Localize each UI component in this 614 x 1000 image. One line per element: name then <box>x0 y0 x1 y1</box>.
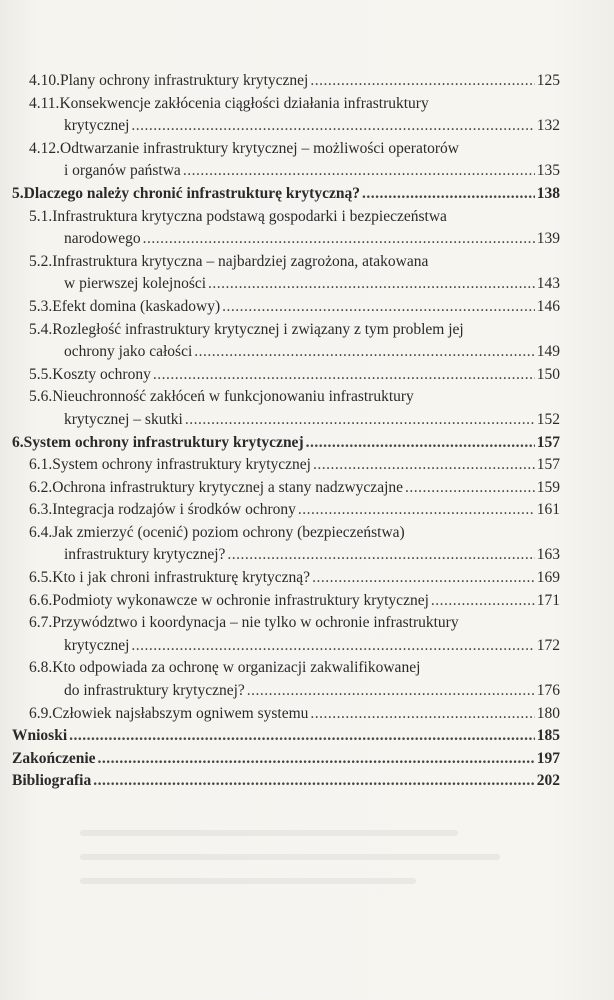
toc-entry-line <box>29 499 560 522</box>
toc-entry-title: Kto i jak chroni infrastrukturę krytyczną? <box>52 569 311 587</box>
toc-entry-line <box>12 748 560 771</box>
toc-page-number: 172 <box>536 636 560 654</box>
toc-page-number: 132 <box>536 117 560 135</box>
dot-leader <box>185 409 535 432</box>
toc-entry-title: Infrastruktura krytyczna podstawą gospodarki i bezpieczeństwa <box>52 207 447 225</box>
dot-leader <box>247 680 535 703</box>
dot-leader <box>131 115 534 138</box>
toc-entry <box>12 477 560 500</box>
toc-entry-title: krytycznej <box>64 117 130 135</box>
toc-entry-number: 6.6. <box>29 591 53 609</box>
toc-entry <box>12 748 560 771</box>
toc-entry-title: Odtwarzanie infrastruktury krytycznej – możliwości operatorów <box>60 139 459 157</box>
toc-entry-title: i organów państwa <box>64 162 181 180</box>
dot-leader <box>306 432 535 455</box>
toc-entry-title: narodowego <box>64 230 141 248</box>
toc-entry <box>12 703 560 726</box>
toc-entry <box>12 364 560 387</box>
toc-entry-number: 4.11. <box>29 94 60 112</box>
toc-entry-continuation <box>29 409 560 432</box>
toc-entry <box>12 70 560 93</box>
toc-entry-title: Zakończenie <box>12 749 96 767</box>
toc-entry-line <box>29 319 560 342</box>
toc-entry-line <box>29 657 560 680</box>
toc-entry-title: w pierwszej kolejności <box>64 275 207 293</box>
toc-entry-title: krytycznej – skutki <box>64 410 183 428</box>
toc-entry-continuation <box>29 341 560 364</box>
toc-entry <box>12 590 560 613</box>
dot-leader <box>222 296 535 319</box>
toc-entry-number: 5.2. <box>29 252 53 270</box>
toc-entry-title: Efekt domina (kaskadowy) <box>52 297 221 315</box>
toc-entry-number: 4.10. <box>29 72 60 89</box>
toc-entry-continuation <box>29 680 560 703</box>
toc-page-number: 176 <box>536 682 560 700</box>
toc-entry-line <box>29 70 560 93</box>
toc-entry-title: infrastruktury krytycznej? <box>64 546 226 564</box>
toc-entry <box>12 725 560 748</box>
toc-entry-number: 6.4. <box>29 523 53 541</box>
dot-leader <box>131 635 534 658</box>
dot-leader <box>143 228 535 251</box>
toc-entry-title: Człowiek najsłabszym ogniwem systemu <box>52 704 309 722</box>
toc-entry-line <box>29 138 560 161</box>
dot-leader <box>362 183 535 206</box>
show-through-text <box>80 812 500 932</box>
toc-entry-number: 6.5. <box>29 569 53 587</box>
dot-leader <box>313 454 535 477</box>
dot-leader <box>69 725 535 748</box>
toc-entry-title: Przywództwo i koordynacja – nie tylko w ochronie infrastruktury <box>52 614 459 632</box>
dot-leader <box>227 544 534 567</box>
dot-leader <box>431 590 535 613</box>
dot-leader <box>310 703 534 726</box>
toc-entry <box>12 183 560 206</box>
toc-entry <box>12 93 560 138</box>
toc-page-number: 150 <box>536 365 560 383</box>
toc-page-number: 157 <box>536 456 560 474</box>
toc-entry <box>12 567 560 590</box>
toc-entry-continuation <box>29 273 560 296</box>
toc-page-number: 169 <box>536 569 560 587</box>
toc-entry-number: 5.1. <box>29 207 53 225</box>
toc-entry <box>12 499 560 522</box>
toc-entry-number: 5. <box>12 184 24 202</box>
toc-entry-line <box>29 590 560 613</box>
dot-leader <box>98 748 535 771</box>
toc-page-number: 161 <box>536 501 560 519</box>
toc-entry-line <box>29 206 560 229</box>
toc-page-number: 146 <box>536 297 560 315</box>
table-of-contents <box>12 70 560 793</box>
toc-entry-number: 5.5. <box>29 365 53 383</box>
toc-page-number: 159 <box>536 478 560 496</box>
toc-entry-continuation <box>29 115 560 138</box>
toc-entry <box>12 138 560 183</box>
toc-entry-number: 6.3. <box>29 501 53 519</box>
toc-page-number: 135 <box>536 162 560 180</box>
toc-entry-title: Plany ochrony infrastruktury krytycznej <box>60 72 309 89</box>
toc-entry-title: Nieuchronność zakłóceń w funkcjonowaniu infrastruktury <box>52 388 414 406</box>
toc-page-number: 139 <box>536 230 560 248</box>
toc-entry-title: krytycznej <box>64 636 130 654</box>
dot-leader <box>208 273 535 296</box>
dot-leader <box>298 499 535 522</box>
toc-entry <box>12 454 560 477</box>
toc-entry-continuation <box>29 635 560 658</box>
toc-page-number: 185 <box>536 727 560 745</box>
toc-entry-line <box>12 432 560 455</box>
toc-entry-number: 5.4. <box>29 320 53 338</box>
toc-entry-title: Kto odpowiada za ochronę w organizacji zakwalifikowanej <box>52 659 421 677</box>
toc-entry-title: Wnioski <box>12 727 68 745</box>
toc-entry-title: Konsekwencje zakłócenia ciągłości działania infrastruktury <box>59 94 429 112</box>
toc-entry-line <box>12 770 560 793</box>
toc-entry-continuation <box>29 228 560 251</box>
toc-entry-number: 6.9. <box>29 704 53 722</box>
toc-page-number: 149 <box>536 343 560 361</box>
toc-entry <box>12 657 560 702</box>
toc-entry-line <box>29 296 560 319</box>
toc-entry-line <box>29 703 560 726</box>
toc-entry-number: 5.6. <box>29 388 53 406</box>
toc-entry-title: Dlaczego należy chronić infrastrukturę krytyczną? <box>23 184 360 202</box>
toc-entry-title: Koszty ochrony <box>52 365 151 383</box>
toc-entry-line <box>29 251 560 274</box>
toc-entry-number: 6. <box>12 433 24 451</box>
toc-entry-title: Bibliografia <box>12 772 92 790</box>
dot-leader <box>194 341 534 364</box>
toc-entry-number: 6.1. <box>29 456 53 474</box>
toc-entry-number: 6.7. <box>29 614 53 632</box>
toc-entry-title: Rozległość infrastruktury krytycznej i związany z tym problem jej <box>52 320 464 338</box>
toc-page-number: 202 <box>536 772 560 790</box>
toc-entry-line <box>29 454 560 477</box>
toc-page-number: 180 <box>536 704 560 722</box>
toc-entry <box>12 432 560 455</box>
toc-page-number: 197 <box>536 749 560 767</box>
toc-entry <box>12 319 560 364</box>
toc-entry <box>12 206 560 251</box>
toc-entry-line <box>29 477 560 500</box>
toc-entry-line <box>12 183 560 206</box>
toc-entry-continuation <box>29 160 560 183</box>
toc-entry-number: 6.2. <box>29 478 53 496</box>
toc-entry-title: ochrony jako całości <box>64 343 193 361</box>
toc-entry-title: Infrastruktura krytyczna – najbardziej zagrożona, atakowana <box>52 252 429 270</box>
toc-page-number: 138 <box>536 184 560 202</box>
dot-leader <box>405 477 535 500</box>
toc-page-number: 143 <box>536 275 560 293</box>
toc-entry-continuation <box>29 544 560 567</box>
toc-entry-number: 5.3. <box>29 297 53 315</box>
toc-entry-title: Jak zmierzyć (ocenić) poziom ochrony (bezpieczeństwa) <box>52 523 405 541</box>
toc-entry-title: Podmioty wykonawcze w ochronie infrastruktury krytycznej <box>52 591 429 609</box>
dot-leader <box>183 160 535 183</box>
toc-entry-line <box>29 386 560 409</box>
toc-entry-title: System ochrony infrastruktury krytycznej <box>23 433 304 451</box>
toc-entry <box>12 612 560 657</box>
toc-entry <box>12 522 560 567</box>
toc-entry <box>12 770 560 793</box>
dot-leader <box>312 567 535 590</box>
dot-leader <box>93 770 535 793</box>
toc-entry <box>12 251 560 296</box>
toc-entry-number: 6.8. <box>29 659 53 677</box>
toc-entry-title: do infrastruktury krytycznej? <box>64 682 245 700</box>
toc-entry-title: Integracja rodzajów i środków ochrony <box>52 501 296 519</box>
toc-entry <box>12 386 560 431</box>
dot-leader <box>310 70 534 93</box>
toc-entry <box>12 296 560 319</box>
toc-entry-line <box>29 364 560 387</box>
toc-entry-line <box>29 567 560 590</box>
toc-page-number: 152 <box>536 410 560 428</box>
toc-entry-line <box>29 612 560 635</box>
toc-page-number: 163 <box>536 546 560 564</box>
toc-entry-line <box>29 93 560 116</box>
toc-entry-line <box>29 522 560 545</box>
toc-entry-title: Ochrona infrastruktury krytycznej a stany nadzwyczajne <box>52 478 404 496</box>
toc-entry-number: 4.12. <box>29 139 60 157</box>
dot-leader <box>153 364 535 387</box>
toc-page-number: 157 <box>536 433 560 451</box>
toc-entry-title: System ochrony infrastruktury krytycznej <box>52 456 311 474</box>
toc-entry-line <box>12 725 560 748</box>
toc-page-number: 171 <box>536 591 560 609</box>
toc-page-number: 125 <box>536 72 560 89</box>
